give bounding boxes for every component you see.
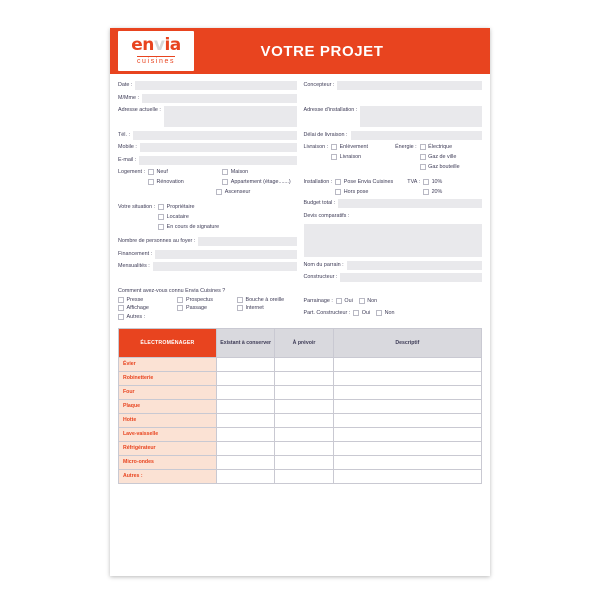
row-existant-cell[interactable] xyxy=(216,399,274,413)
field-part-constructeur xyxy=(304,309,483,318)
field-tel xyxy=(118,131,297,140)
field-foyer xyxy=(118,237,297,246)
date-label: Date : xyxy=(118,82,133,88)
energie-options xyxy=(420,143,482,171)
installation-option-label: Hors pose xyxy=(343,188,369,195)
situation-options xyxy=(158,203,296,231)
how-option-label: Affichage xyxy=(126,305,149,311)
table-row xyxy=(119,469,482,483)
parrain-input[interactable] xyxy=(347,261,482,270)
row-descriptif-cell[interactable] xyxy=(333,399,481,413)
part-constructeur-option-non[interactable] xyxy=(376,309,394,317)
row-label: Four xyxy=(119,385,217,399)
mensualites-label: Mensualités : xyxy=(118,263,150,269)
row-existant-cell[interactable] xyxy=(216,371,274,385)
field-mobile xyxy=(118,143,297,152)
logement-option-neuf[interactable] xyxy=(148,168,216,176)
tva-option-label: 10% xyxy=(431,178,443,185)
logement-option-label: Appartement (étage.......) xyxy=(230,179,291,185)
checkbox-icon[interactable] xyxy=(237,305,243,311)
table-row xyxy=(119,455,482,469)
row-aprevoir-cell[interactable] xyxy=(275,385,333,399)
part-constructeur-options xyxy=(353,309,482,317)
checkbox-icon[interactable] xyxy=(222,169,228,175)
checkbox-icon[interactable] xyxy=(420,154,426,160)
adresse-installation-label: Adresse d'installation : xyxy=(303,107,358,113)
logement-option-label: Rénovation xyxy=(156,179,184,185)
checkbox-icon[interactable] xyxy=(148,179,154,185)
checkbox-icon[interactable] xyxy=(336,298,342,304)
situation-option-label: Locataire xyxy=(166,213,189,220)
parrainage-option-oui[interactable] xyxy=(336,297,353,305)
livraison-label: Livraison : xyxy=(303,144,329,150)
foyer-input[interactable] xyxy=(198,237,296,246)
row-label: Lave-vaisselle xyxy=(119,427,217,441)
how-option-presse[interactable] xyxy=(118,297,177,303)
field-email xyxy=(118,156,297,165)
checkbox-icon[interactable] xyxy=(148,169,154,175)
checkbox-icon[interactable] xyxy=(376,310,382,316)
energie-option-label: Gaz de ville xyxy=(428,154,457,160)
budget-input[interactable] xyxy=(338,199,482,208)
row-aprevoir-cell[interactable] xyxy=(275,427,333,441)
checkbox-icon[interactable] xyxy=(420,144,426,150)
row-label: Micro-ondes xyxy=(119,455,217,469)
how-option-label: Prospectus xyxy=(185,296,213,303)
parrainage-option-non[interactable] xyxy=(359,297,377,305)
checkbox-icon[interactable] xyxy=(216,189,222,195)
row-descriptif-cell[interactable] xyxy=(333,427,481,441)
row-existant-cell[interactable] xyxy=(216,441,274,455)
how-option-label: Presse xyxy=(126,296,144,303)
tva-option-20[interactable] xyxy=(423,188,482,196)
checkbox-icon[interactable] xyxy=(158,204,164,210)
field-date xyxy=(118,81,297,90)
how-heard-block xyxy=(118,288,482,322)
checkbox-icon[interactable] xyxy=(335,189,341,195)
logement-option-label: Maison xyxy=(230,169,249,175)
field-devis xyxy=(304,212,483,221)
logement-label: Logement : xyxy=(118,169,145,175)
situation-option-locataire[interactable] xyxy=(158,213,296,221)
table-header-existant: Existant à conserver xyxy=(216,328,274,357)
how-option-autres[interactable] xyxy=(118,314,177,320)
how-option-bouche-a-oreille[interactable] xyxy=(237,297,296,303)
how-option-label: Bouche à oreille xyxy=(245,296,285,303)
checkbox-icon[interactable] xyxy=(237,297,243,303)
livraison-option-label: Enlèvement xyxy=(339,144,369,150)
tva-label: TVA : xyxy=(407,178,421,185)
logement-options xyxy=(148,168,297,196)
row-descriptif-cell[interactable] xyxy=(333,357,481,371)
logement-option-label: Neuf xyxy=(156,169,168,175)
concepteur-label: Concepteur : xyxy=(303,82,335,88)
row-aprevoir-cell[interactable] xyxy=(275,371,333,385)
field-adresse-installation xyxy=(304,106,483,127)
checkbox-icon[interactable] xyxy=(118,305,124,311)
installation-option-label: Pose Envia Cuisines xyxy=(343,178,394,185)
situation-label: Votre situation : xyxy=(118,203,156,210)
concepteur-input[interactable] xyxy=(337,81,482,90)
checkbox-icon[interactable] xyxy=(353,310,359,316)
field-financement xyxy=(118,250,297,259)
situation-option-label: Propriétaire xyxy=(166,203,195,210)
table-row xyxy=(119,413,482,427)
checkbox-icon[interactable] xyxy=(118,297,124,303)
field-installation-tva xyxy=(304,178,483,196)
energie-label: Énergie : xyxy=(395,144,417,150)
energie-option-label: Gaz bouteille xyxy=(428,164,460,170)
row-descriptif-cell[interactable] xyxy=(333,469,481,483)
parrainage-option-label: Non xyxy=(367,297,378,304)
row-descriptif-cell[interactable] xyxy=(333,413,481,427)
email-label: E-mail : xyxy=(118,156,137,163)
logo-subtitle: cuisines xyxy=(136,58,176,65)
field-budget xyxy=(304,199,483,208)
row-descriptif-cell[interactable] xyxy=(333,385,481,399)
page-title: VOTRE PROJET xyxy=(260,42,384,60)
tel-label: Tél. : xyxy=(118,131,130,138)
livraison-options xyxy=(331,143,395,161)
checkbox-icon[interactable] xyxy=(177,297,183,303)
how-option-label: Passage xyxy=(185,305,207,311)
mmme-label: M/Mme : xyxy=(118,94,139,101)
constructeur-input[interactable] xyxy=(340,273,482,282)
mobile-label: Mobile : xyxy=(118,144,137,150)
row-existant-cell[interactable] xyxy=(216,427,274,441)
livraison-option-livraison[interactable] xyxy=(331,153,395,161)
form-left-column xyxy=(118,81,297,286)
row-existant-cell[interactable] xyxy=(216,385,274,399)
devis-label: Devis comparatifs : xyxy=(303,212,350,219)
tva-option-10[interactable] xyxy=(423,178,482,186)
situation-option-signature[interactable] xyxy=(158,223,296,231)
field-delai xyxy=(304,131,483,140)
table-row xyxy=(119,385,482,399)
table-header-a-prevoir: À prévoir xyxy=(275,328,333,357)
energie-option-electrique[interactable] xyxy=(420,143,482,151)
how-heard-options xyxy=(118,297,297,322)
brand-logo xyxy=(118,31,194,71)
checkbox-icon[interactable] xyxy=(335,179,341,185)
how-option-label: Internet xyxy=(245,305,264,311)
logement-option-label: Ascenseur xyxy=(224,189,251,195)
part-constructeur-option-oui[interactable] xyxy=(353,309,370,317)
financement-label: Financement : xyxy=(118,250,153,257)
livraison-option-enlevement[interactable] xyxy=(331,143,395,151)
checkbox-icon[interactable] xyxy=(331,144,337,150)
checkbox-icon[interactable] xyxy=(359,298,365,304)
row-aprevoir-cell[interactable] xyxy=(275,399,333,413)
row-label: Réfrigérateur xyxy=(119,441,217,455)
table-row xyxy=(119,441,482,455)
mmme-input[interactable] xyxy=(142,94,297,103)
row-label: Plaque xyxy=(119,399,217,413)
email-input[interactable] xyxy=(139,156,296,165)
row-descriptif-cell[interactable] xyxy=(333,441,481,455)
row-existant-cell[interactable] xyxy=(216,357,274,371)
field-mensualites xyxy=(118,262,297,271)
form-sheet xyxy=(110,28,490,576)
referral-block xyxy=(304,297,483,322)
table-body xyxy=(119,357,482,483)
installation-label: Installation : xyxy=(303,178,333,185)
form-right-column xyxy=(304,81,483,286)
parrainage-label: Parrainage : xyxy=(303,297,333,304)
field-adresse-actuelle xyxy=(118,106,297,127)
tel-input[interactable] xyxy=(133,131,297,140)
parrain-label: Nom du parrain : xyxy=(303,261,344,268)
checkbox-icon[interactable] xyxy=(118,314,124,320)
row-aprevoir-cell[interactable] xyxy=(275,413,333,427)
row-aprevoir-cell[interactable] xyxy=(275,357,333,371)
situation-option-label: En cours de signature xyxy=(166,223,220,230)
checkbox-icon[interactable] xyxy=(423,179,429,185)
row-existant-cell[interactable] xyxy=(216,455,274,469)
row-descriptif-cell[interactable] xyxy=(333,455,481,469)
adresse-installation-input[interactable] xyxy=(360,106,482,127)
devis-input[interactable] xyxy=(304,224,483,257)
field-mmme xyxy=(118,94,297,103)
foyer-label: Nombre de personnes au foyer : xyxy=(118,238,196,244)
part-constructeur-option-label: Oui xyxy=(361,310,371,316)
how-option-affichage[interactable] xyxy=(118,305,177,311)
date-input[interactable] xyxy=(135,81,296,90)
part-constructeur-option-label: Non xyxy=(384,310,395,316)
row-label: Évier xyxy=(119,357,217,371)
row-label: Hotte xyxy=(119,413,217,427)
tva-option-label: 20% xyxy=(431,188,443,195)
table-row xyxy=(119,427,482,441)
row-existant-cell[interactable] xyxy=(216,469,274,483)
how-option-passage[interactable] xyxy=(177,305,236,311)
adresse-actuelle-input[interactable] xyxy=(164,106,297,127)
row-existant-cell[interactable] xyxy=(216,413,274,427)
row-descriptif-cell[interactable] xyxy=(333,371,481,385)
how-option-label: Autres : xyxy=(126,313,146,320)
delai-input[interactable] xyxy=(351,131,482,140)
installation-option-pose[interactable] xyxy=(335,178,407,186)
energie-option-gaz-bouteille[interactable] xyxy=(420,163,482,171)
field-devis-area xyxy=(304,224,483,257)
checkbox-icon[interactable] xyxy=(158,214,164,220)
part-constructeur-label: Part. Constructeur : xyxy=(303,310,351,316)
field-constructeur xyxy=(304,273,483,282)
installation-options xyxy=(335,178,407,196)
appliances-table-wrap xyxy=(110,328,490,492)
row-label: Autres : xyxy=(119,469,217,483)
table-header-descriptif: Descriptif xyxy=(333,328,481,357)
delai-label: Délai de livraison : xyxy=(303,131,348,138)
row-aprevoir-cell[interactable] xyxy=(275,455,333,469)
logement-option-ascenseur[interactable] xyxy=(216,188,284,196)
how-option-internet[interactable] xyxy=(237,305,296,311)
checkbox-icon[interactable] xyxy=(222,179,228,185)
table-row xyxy=(119,357,482,371)
table-header-row xyxy=(119,328,482,357)
logement-option-appartement[interactable] xyxy=(222,178,290,186)
tva-options xyxy=(423,178,482,196)
field-livraison-energie xyxy=(304,143,483,171)
checkbox-icon[interactable] xyxy=(177,305,183,311)
mobile-input[interactable] xyxy=(140,143,297,152)
how-heard-title: Comment avez-vous connu Envia Cuisines ? xyxy=(118,287,226,294)
energie-option-label: Électrique xyxy=(428,144,453,150)
constructeur-label: Constructeur : xyxy=(303,274,338,280)
row-label: Robinetterie xyxy=(119,371,217,385)
field-logement xyxy=(118,168,297,196)
table-row xyxy=(119,399,482,413)
field-parrain xyxy=(304,261,483,270)
adresse-actuelle-label: Adresse actuelle : xyxy=(118,107,161,113)
checkbox-icon[interactable] xyxy=(420,164,426,170)
appliances-table xyxy=(118,328,482,484)
checkbox-icon[interactable] xyxy=(158,224,164,230)
parrainage-option-label: Oui xyxy=(344,297,353,304)
document-header xyxy=(110,28,490,74)
checkbox-icon[interactable] xyxy=(331,154,337,160)
logement-option-maison[interactable] xyxy=(222,168,290,176)
situation-option-proprietaire[interactable] xyxy=(158,203,296,211)
field-situation xyxy=(118,203,297,231)
budget-label: Budget total : xyxy=(303,200,336,206)
logement-option-renovation[interactable] xyxy=(148,178,216,186)
field-concepteur xyxy=(304,81,483,90)
energie-option-gaz-ville[interactable] xyxy=(420,153,482,161)
row-aprevoir-cell[interactable] xyxy=(275,469,333,483)
logo-wordmark: envia xyxy=(131,35,181,55)
checkbox-icon[interactable] xyxy=(423,189,429,195)
row-aprevoir-cell[interactable] xyxy=(275,441,333,455)
installation-option-hors-pose[interactable] xyxy=(335,188,407,196)
how-option-prospectus[interactable] xyxy=(177,297,236,303)
financement-input[interactable] xyxy=(155,250,296,259)
field-parrainage xyxy=(304,297,483,306)
parrainage-options xyxy=(336,297,482,305)
mensualites-input[interactable] xyxy=(153,262,297,271)
form-body xyxy=(110,74,490,322)
livraison-option-label: Livraison xyxy=(339,154,362,160)
table-header-category: ÉLECTROMÉNAGER xyxy=(119,328,217,357)
table-row xyxy=(119,371,482,385)
